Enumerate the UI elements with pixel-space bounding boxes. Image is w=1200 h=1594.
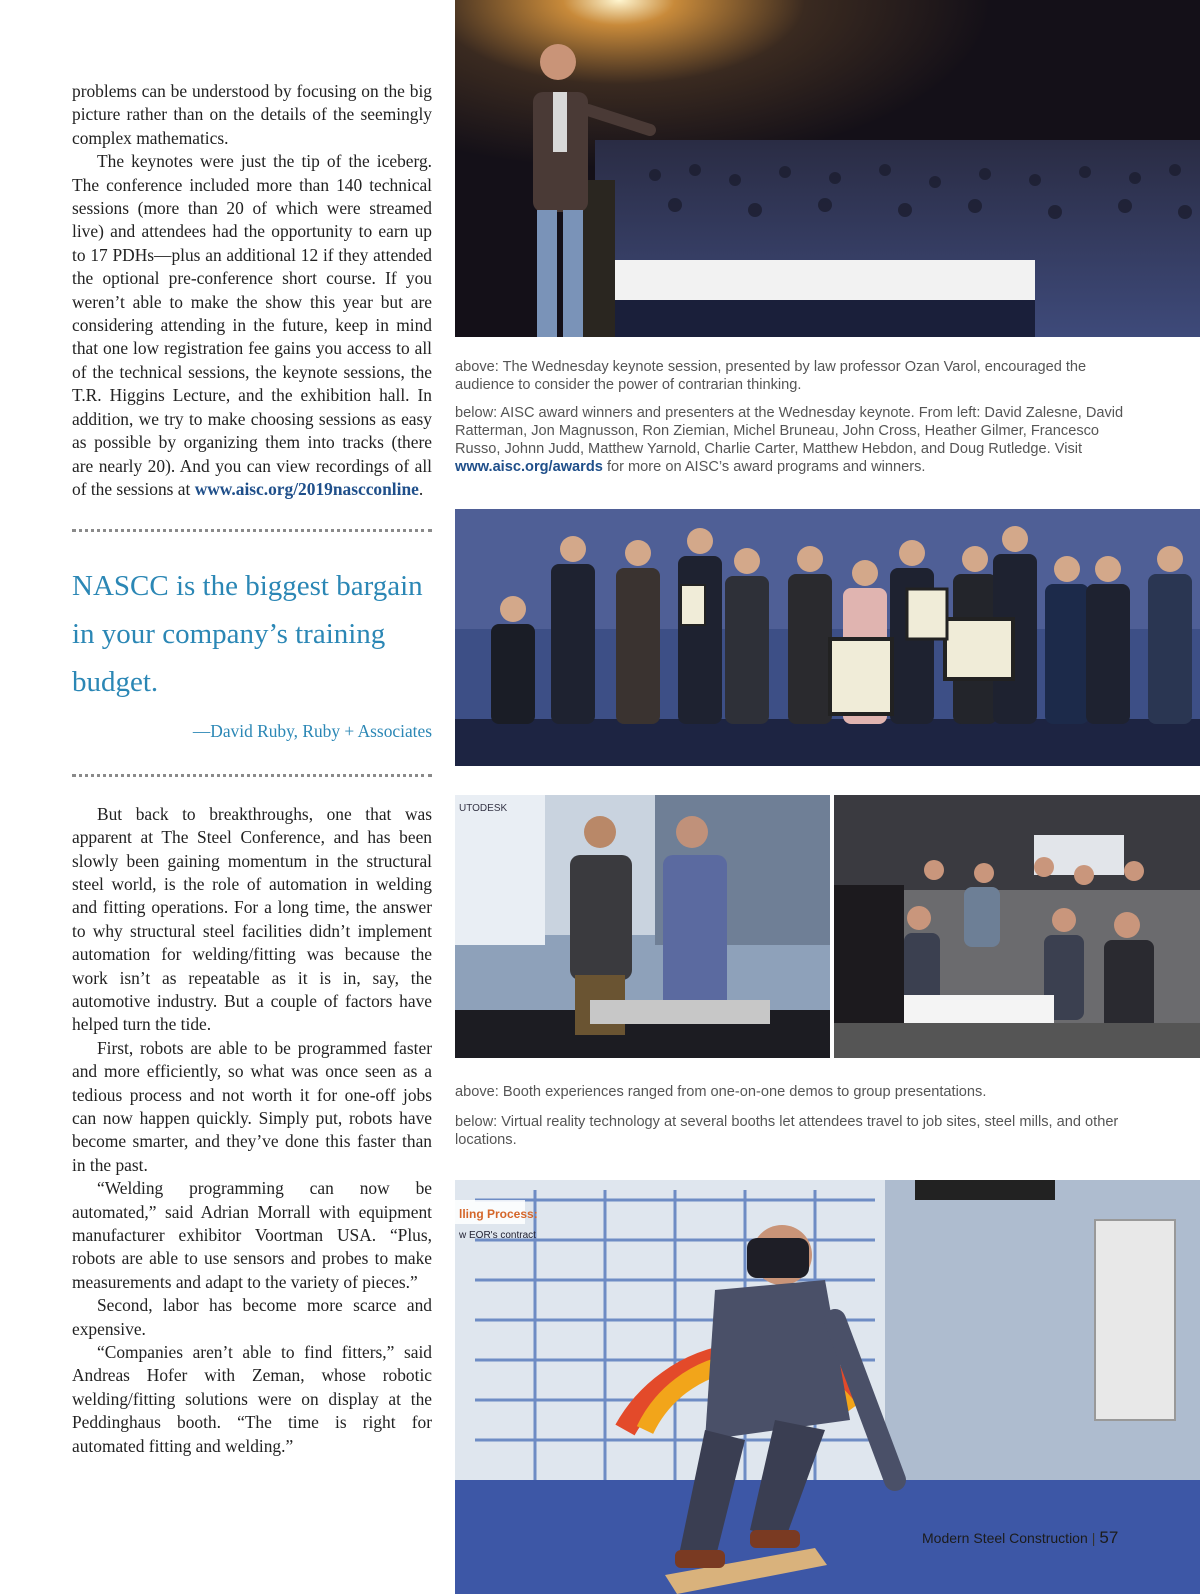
keynote-caption: above: The Wednesday keynote session, presented by law professor Ozan Varol, encouraged the audience to consider the power of contrarian thinking.	[455, 359, 1087, 393]
awards-caption-end: for more on AISC’s award programs and winners.	[602, 459, 926, 475]
nascc-online-link[interactable]: www.aisc.org/2019nascconline	[194, 478, 419, 499]
keynote-photo	[455, 0, 1200, 337]
left-column	[72, 80, 432, 1458]
page-footer	[922, 1528, 1118, 1548]
pull-quote-attribution: —David Ruby, Ruby + Associates	[192, 721, 432, 742]
body-paragraph-2-end: .	[418, 478, 424, 499]
keynote-captions	[455, 358, 1135, 486]
group-presentation-photo	[834, 795, 1200, 1058]
body-paragraph-7: “Companies aren’t able to find fitters,” said Andreas Hofer with Zeman, whose robotic welding/fitting solutions were on display at the Peddinghaus booth. “The time is right for automated fitting and welding.”	[72, 1342, 432, 1456]
dotted-divider-top	[72, 529, 432, 532]
footer-separator: |	[1091, 1530, 1096, 1546]
booth-caption: above: Booth experiences ranged from one-on-one demos to group presentations.	[455, 1084, 987, 1100]
booth-demo-photo	[455, 795, 830, 1058]
body-paragraph-2-text: The keynotes were just the tip of the iceberg. The conference included more than 140 technical sessions (more than 20 of which were streamed live) and attendees had the opportunity to earn up to 17 PDHs—plus an additional 12 if they attended the optional pre-conference short course. If you weren’t able to make the show this year but are considering attending in the future, keep in mind that one low registration fee gains you access to all of the technical sessions, the keynote sessions, the T.R. Higgins Lecture, and the exhibition hall. In addition, we try to make choosing sessions as easy as possible by organizing them into tracks (there are nearly 20). And you can view recordings of all of the sessions at	[72, 151, 432, 499]
awards-photo	[455, 509, 1200, 766]
magazine-name: Modern Steel Construction	[922, 1530, 1088, 1546]
awards-illustration	[455, 509, 1200, 766]
body-paragraph-6: Second, labor has become more scarce and expensive.	[72, 1295, 432, 1339]
body-paragraph-2	[72, 150, 432, 501]
keynote-illustration	[455, 0, 1200, 337]
body-paragraph-4: First, robots are able to be programmed faster and more efficiently, so what was once seen as a tedious process and not worth it for one-off jobs can now happen quickly. Simply put, robots have become smarter, and they’ve done this faster than in the past.	[72, 1037, 432, 1175]
body-paragraph-5: “Welding programming can now be automated,” said Adrian Morrall with equipment manufacturer exhibitor Voortman USA. “Plus, robots are able to use sensors and probes to make measurements and adapt to the variety of pieces.”	[72, 1178, 432, 1292]
booth-captions	[455, 1083, 1135, 1159]
awards-caption	[455, 404, 1135, 476]
aisc-awards-link[interactable]: www.aisc.org/awards	[455, 459, 603, 475]
booth-sign-text: UTODESK	[459, 803, 508, 814]
body-paragraph-1: problems can be understood by focusing on the big picture rather than on the details of the seemingly complex mathematics.	[72, 81, 432, 148]
page-number: 57	[1099, 1528, 1119, 1547]
awards-caption-text: below: AISC award winners and presenters at the Wednesday keynote. From left: David Zalesne, David Ratterman, Jon Magnusson, Ron Ziemian, Michel Bruneau, John Cross, Heather Gilmer, Francesco Russo, Johnn Judd, Matthew Yarnold, Charlie Carter, Matthew Hebdon, and Doug Rutledge. Visit	[455, 405, 1124, 457]
booth-demo-illustration	[455, 795, 830, 1058]
dotted-divider-bottom	[72, 774, 432, 777]
group-presentation-illustration	[834, 795, 1200, 1058]
vr-caption: below: Virtual reality technology at several booths let attendees travel to job sites, steel mills, and other locations.	[455, 1114, 1119, 1148]
vr-banner-text-2: w EOR's contract	[459, 1230, 536, 1241]
body-paragraph-3: But back to breakthroughs, one that was apparent at The Steel Conference, and has been slowly been gaining momentum in the structural steel world, is the role of automation in welding and fitting operations. For a long time, the answer to why structural steel facilities didn’t implement automation for welding/fitting was because the work isn’t as repeatable as it is in, say, the automotive industry. But a couple of factors have helped turn the tide.	[72, 803, 432, 1035]
vr-banner-text: lling Process:	[459, 1207, 538, 1221]
pull-quote: NASCC is the biggest bargain in your company’s training budget.	[72, 570, 423, 699]
